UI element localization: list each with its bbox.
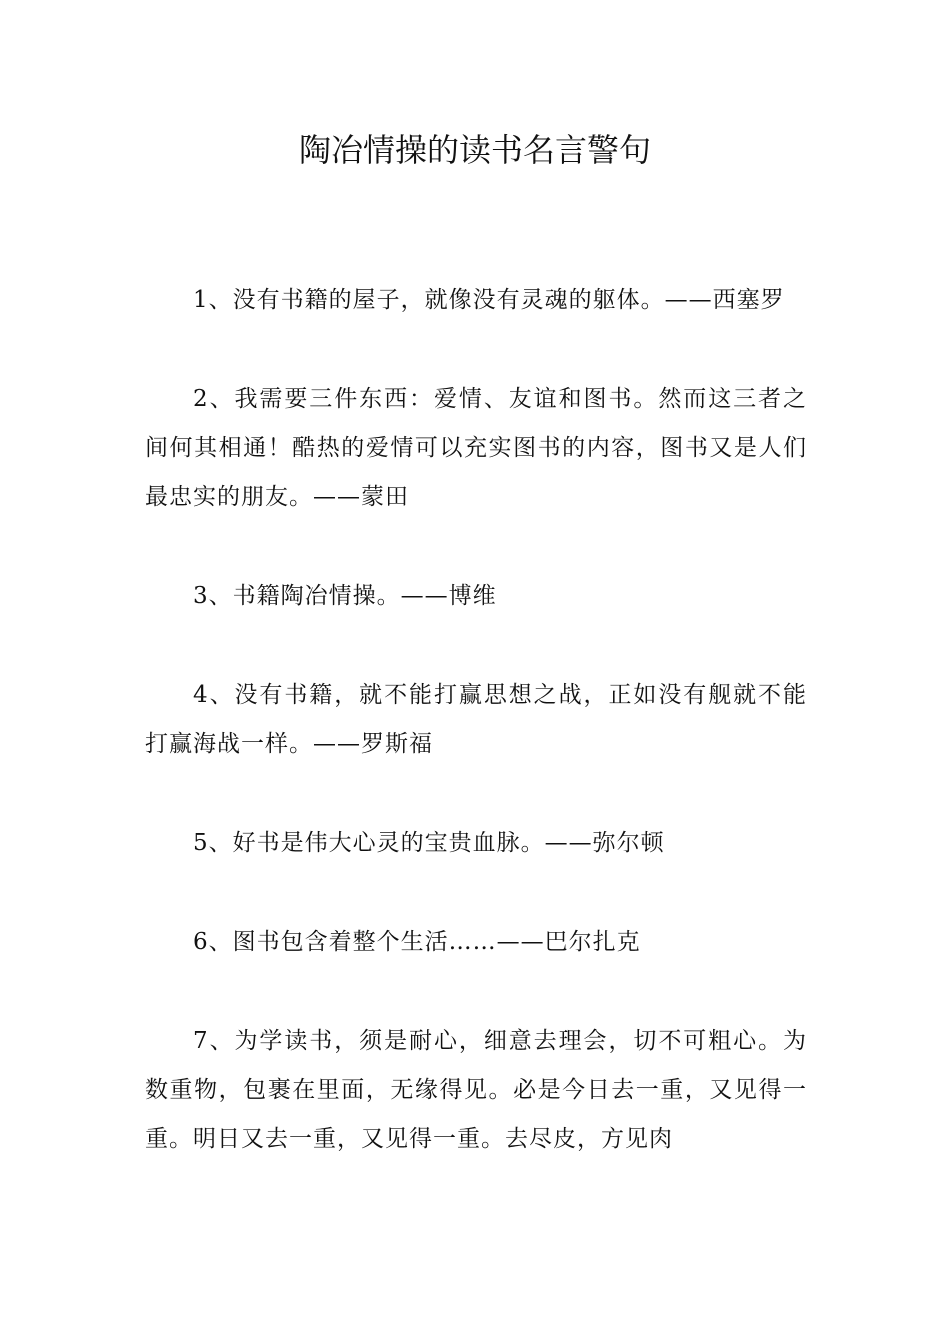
quote-paragraph-3: 3、书籍陶冶情操。——博维 — [193, 583, 497, 609]
quote-paragraph-7: 7、为学读书，须是耐心，细意去理会，切不可粗心。为数重物，包裹在里面，无缘得见。必是今日去一重，又见得一重。明日又去一重，又见得一重。去尽皮，方见肉 — [145, 1028, 807, 1152]
quote-list — [145, 276, 807, 1214]
quote-paragraph-1: 1、没有书籍的屋子，就像没有灵魂的躯体。——西塞罗 — [193, 287, 785, 313]
document-title: 陶冶情操的读书名言警句 — [298, 131, 651, 169]
quote-paragraph-2: 2、我需要三件东西：爱情、友谊和图书。然而这三者之间何其相通！酷热的爱情可以充实图书的内容，图书又是人们最忠实的朋友。——蒙田 — [145, 386, 807, 510]
quote-paragraph-6: 6、图书包含着整个生活……——巴尔扎克 — [193, 929, 641, 955]
quote-paragraph-4: 4、没有书籍，就不能打赢思想之战，正如没有舰就不能打赢海战一样。——罗斯福 — [145, 682, 807, 757]
quote-paragraph-5: 5、好书是伟大心灵的宝贵血脉。——弥尔顿 — [193, 830, 665, 856]
